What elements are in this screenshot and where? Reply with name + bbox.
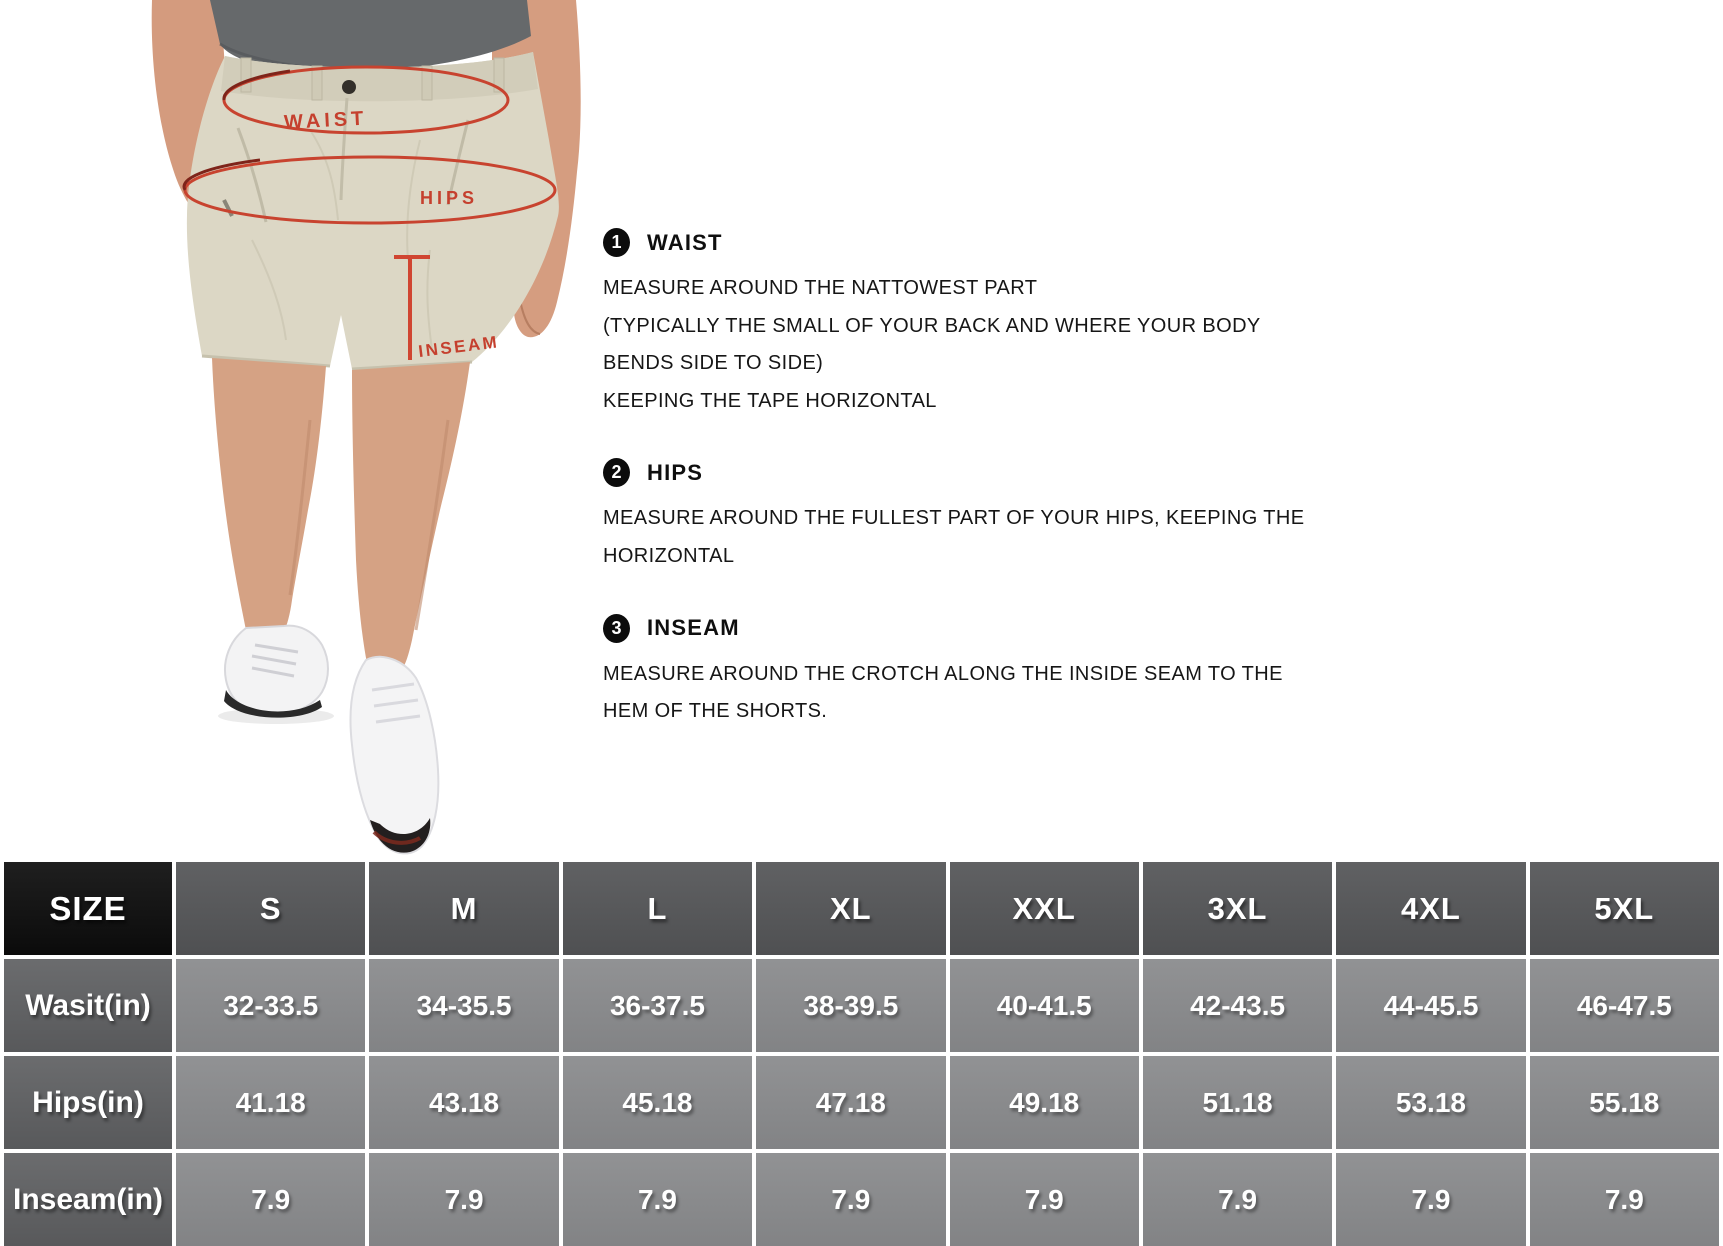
inseam-value: 7.9 [1334,1151,1527,1246]
step-3-line: HEM OF THE SHORTS. [603,700,828,723]
model-left-leg [212,358,326,632]
row-label-hips: Hips(in) [2,1054,174,1151]
model-illustration [0,0,620,858]
step-2-title: HIPS [647,459,704,485]
table-header-row [2,860,1721,957]
header-xxl: XXL [948,860,1141,957]
model-photo [0,0,620,858]
step-1-line: (TYPICALLY THE SMALL OF YOUR BACK AND WHERE YOUR BODY [603,314,1261,337]
header-4xl: 4XL [1334,860,1527,957]
right-shoe [351,657,439,854]
inseam-value: 7.9 [1528,1151,1721,1246]
step-1-badge: 1 [603,228,630,257]
inseam-value: 7.9 [561,1151,754,1246]
instruction-step-inseam [603,614,1713,731]
header-l: L [561,860,754,957]
header-s: S [174,860,367,957]
waist-value: 34-35.5 [367,957,560,1054]
table-row-inseam [2,1151,1721,1246]
step-2-line: HORIZONTAL [603,544,735,567]
row-label-waist: Wasit(in) [2,957,174,1054]
step-1-line: KEEPING THE TAPE HORIZONTAL [603,389,937,412]
waist-value: 46-47.5 [1528,957,1721,1054]
hips-value: 55.18 [1528,1054,1721,1151]
hips-value: 49.18 [948,1054,1141,1151]
header-m: M [367,860,560,957]
hips-value: 43.18 [367,1054,560,1151]
hips-value: 41.18 [174,1054,367,1151]
inseam-value: 7.9 [367,1151,560,1246]
step-2-line: MEASURE AROUND THE FULLEST PART OF YOUR HIPS, KEEPING THE [603,507,1305,530]
instruction-step-hips [603,458,1713,575]
step-1-line: BENDS SIDE TO SIDE) [603,352,824,375]
waist-value: 40-41.5 [948,957,1141,1054]
header-5xl: 5XL [1528,860,1721,957]
waist-value: 38-39.5 [754,957,947,1054]
row-label-inseam: Inseam(in) [2,1151,174,1246]
waist-label: WAIST [283,107,368,134]
header-size: SIZE [2,860,174,957]
size-chart-table [0,858,1723,1246]
header-xl: XL [754,860,947,957]
inseam-value: 7.9 [948,1151,1141,1246]
inseam-value: 7.9 [1141,1151,1334,1246]
step-1-line: MEASURE AROUND THE NATTOWEST PART [603,277,1038,299]
table-row-hips [2,1054,1721,1151]
header-3xl: 3XL [1141,860,1334,957]
hips-value: 47.18 [754,1054,947,1151]
waist-value: 44-45.5 [1334,957,1527,1054]
shorts-button [342,80,356,94]
inseam-value: 7.9 [174,1151,367,1246]
step-1-title: WAIST [647,229,723,255]
hips-value: 53.18 [1334,1054,1527,1151]
model-right-leg [352,362,470,672]
instruction-step-waist [603,228,1713,420]
left-shoe [224,626,328,718]
inseam-value: 7.9 [754,1151,947,1246]
step-2-badge: 2 [603,458,630,487]
inseam-label: INSEAM [417,332,501,362]
hips-label: HIPS [420,188,479,208]
measuring-instructions [603,228,1713,769]
table-row-waist [2,957,1721,1054]
waist-value: 42-43.5 [1141,957,1334,1054]
step-3-badge: 3 [603,614,630,643]
waist-value: 32-33.5 [174,957,367,1054]
step-3-line: MEASURE AROUND THE CROTCH ALONG THE INSIDE SEAM TO THE [603,662,1283,685]
hips-value: 51.18 [1141,1054,1334,1151]
waist-value: 36-37.5 [561,957,754,1054]
hips-value: 45.18 [561,1054,754,1151]
step-3-title: INSEAM [647,615,740,641]
